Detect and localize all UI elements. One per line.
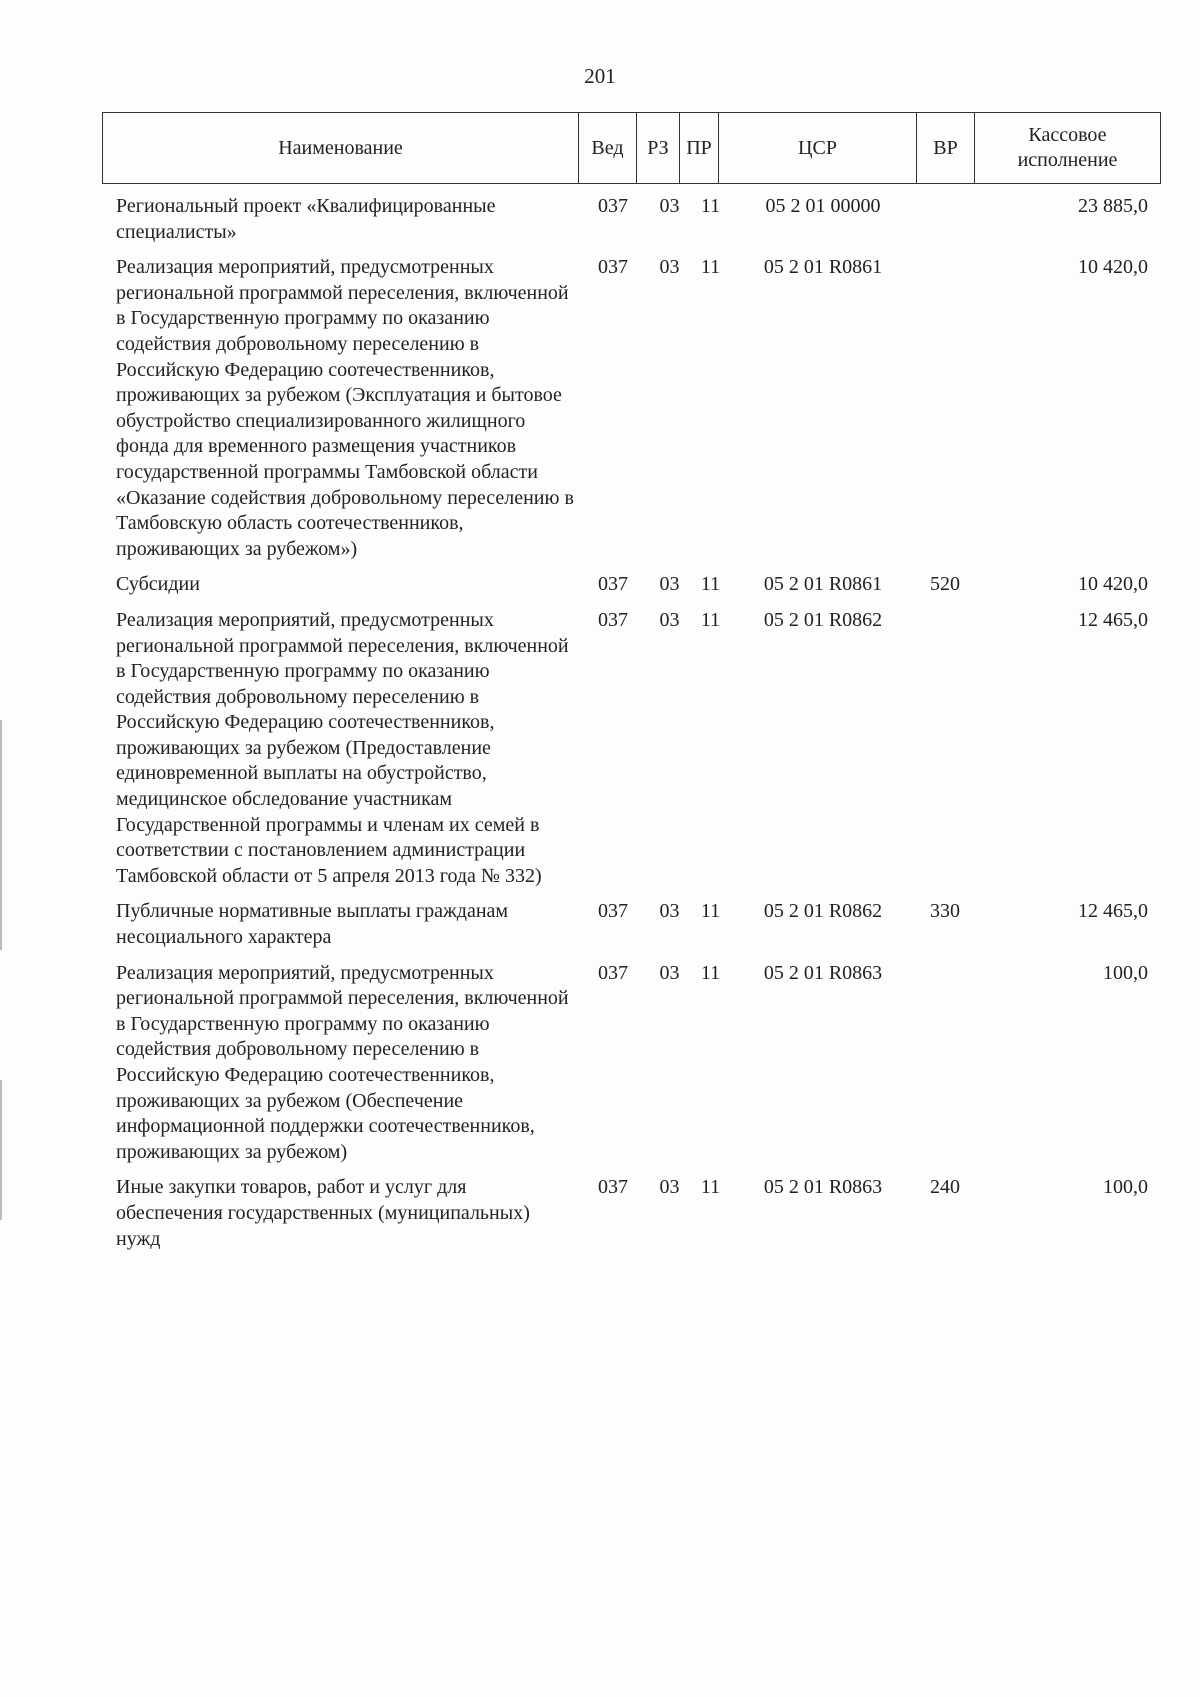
row-amount: 10 420,0 xyxy=(1078,256,1148,279)
row-csr: 05 2 01 00000 xyxy=(765,195,881,217)
row-ved: 037 xyxy=(598,195,628,217)
row-pr: 11 xyxy=(700,608,721,631)
row-ved: 037 xyxy=(598,1176,628,1199)
row-ved: 037 xyxy=(598,573,628,596)
row-name: Реализация мероприятий, предусмотренных региональной программой переселения, включенной в Государственную программу по оказанию содействия добровольному переселению в Российскую Федерацию соотечественников, проживающих за рубежом (Эксплуатация и бытовое обустройство специализированного жилищного фонда для временного размещения участников государственной программы Тамбовской области «Оказание содействия добровольному переселению в Тамбовскую область соотечественников, проживающих за рубежом») xyxy=(116,256,574,560)
row-name: Региональный проект «Квалифицированные специалисты» xyxy=(116,195,496,243)
row-rz: 03 xyxy=(659,195,680,217)
row-rz: 03 xyxy=(659,900,680,923)
row-pr: 11 xyxy=(700,961,721,984)
row-ved: 037 xyxy=(598,608,628,631)
header-ved: Вед xyxy=(579,113,637,184)
row-pr: 11 xyxy=(700,195,721,217)
header-pr: ПР xyxy=(680,113,719,184)
row-amount: 23 885,0 xyxy=(1078,195,1148,217)
table-row xyxy=(102,608,1160,890)
row-name: Публичные нормативные выплаты гражданам несоциального характера xyxy=(116,900,509,949)
row-csr: 05 2 01 R0861 xyxy=(763,256,883,279)
row-amount: 10 420,0 xyxy=(1078,573,1148,596)
row-csr: 05 2 01 R0862 xyxy=(763,900,883,923)
row-vr: 240 xyxy=(930,1176,960,1199)
row-name: Субсидии xyxy=(116,573,200,596)
row-ved: 037 xyxy=(598,256,628,279)
row-name: Иные закупки товаров, работ и услуг для обеспечения государственных (муниципальных) нужд xyxy=(116,1176,530,1250)
row-csr: 05 2 01 R0862 xyxy=(763,608,883,631)
table-row xyxy=(102,572,1160,598)
row-rz: 03 xyxy=(659,1176,680,1199)
header-name: Наименование xyxy=(103,113,579,184)
row-amount: 12 465,0 xyxy=(1078,900,1148,923)
row-vr: 520 xyxy=(930,573,960,596)
table-row xyxy=(102,899,1160,950)
row-name: Реализация мероприятий, предусмотренных региональной программой переселения, включенной в Государственную программу по оказанию содействия добровольному переселению в Российскую Федерацию соотечественников, проживающих за рубежом (Обеспечение информационной поддержки соотечественников, проживающих за рубежом) xyxy=(116,961,569,1163)
table-row xyxy=(102,255,1160,562)
row-csr: 05 2 01 R0863 xyxy=(763,961,883,984)
row-rz: 03 xyxy=(659,256,680,279)
row-ved: 037 xyxy=(598,900,628,923)
row-ved: 037 xyxy=(598,961,628,984)
table-row xyxy=(102,961,1160,1166)
row-pr: 11 xyxy=(700,573,721,596)
row-rz: 03 xyxy=(659,608,680,631)
row-rz: 03 xyxy=(659,961,680,984)
row-amount: 100,0 xyxy=(1103,1176,1148,1199)
row-pr: 11 xyxy=(700,1176,721,1199)
row-vr: 330 xyxy=(930,900,960,923)
row-pr: 11 xyxy=(700,900,721,923)
row-csr: 05 2 01 R0861 xyxy=(763,573,883,596)
row-amount: 12 465,0 xyxy=(1078,608,1148,631)
row-amount: 100,0 xyxy=(1103,961,1148,984)
page-number: 201 xyxy=(584,64,616,88)
row-rz: 03 xyxy=(659,573,680,596)
table-header xyxy=(102,112,1161,184)
row-name: Реализация мероприятий, предусмотренных региональной программой переселения, включенной в Государственную программу по оказанию содействия добровольному переселению в Российскую Федерацию соотечественников, проживающих за рубежом (Предоставление единовременной выплаты на обустройство, медицинское обследование участникам Государственной программы и членам их семей в соответствии с постановлением администрации Тамбовской области от 5 апреля 2013 года № 332) xyxy=(116,608,569,887)
header-amount: Кассовое исполнение xyxy=(975,113,1161,184)
row-csr: 05 2 01 R0863 xyxy=(763,1176,883,1199)
header-vr: ВР xyxy=(917,113,975,184)
header-rz: РЗ xyxy=(637,113,680,184)
table-body xyxy=(102,194,1160,1262)
table-row xyxy=(102,194,1160,245)
header-csr: ЦСР xyxy=(719,113,917,184)
scan-edge-mark xyxy=(0,720,2,950)
row-pr: 11 xyxy=(700,256,721,279)
scan-edge-mark xyxy=(0,1080,2,1220)
table-row xyxy=(102,1175,1160,1252)
